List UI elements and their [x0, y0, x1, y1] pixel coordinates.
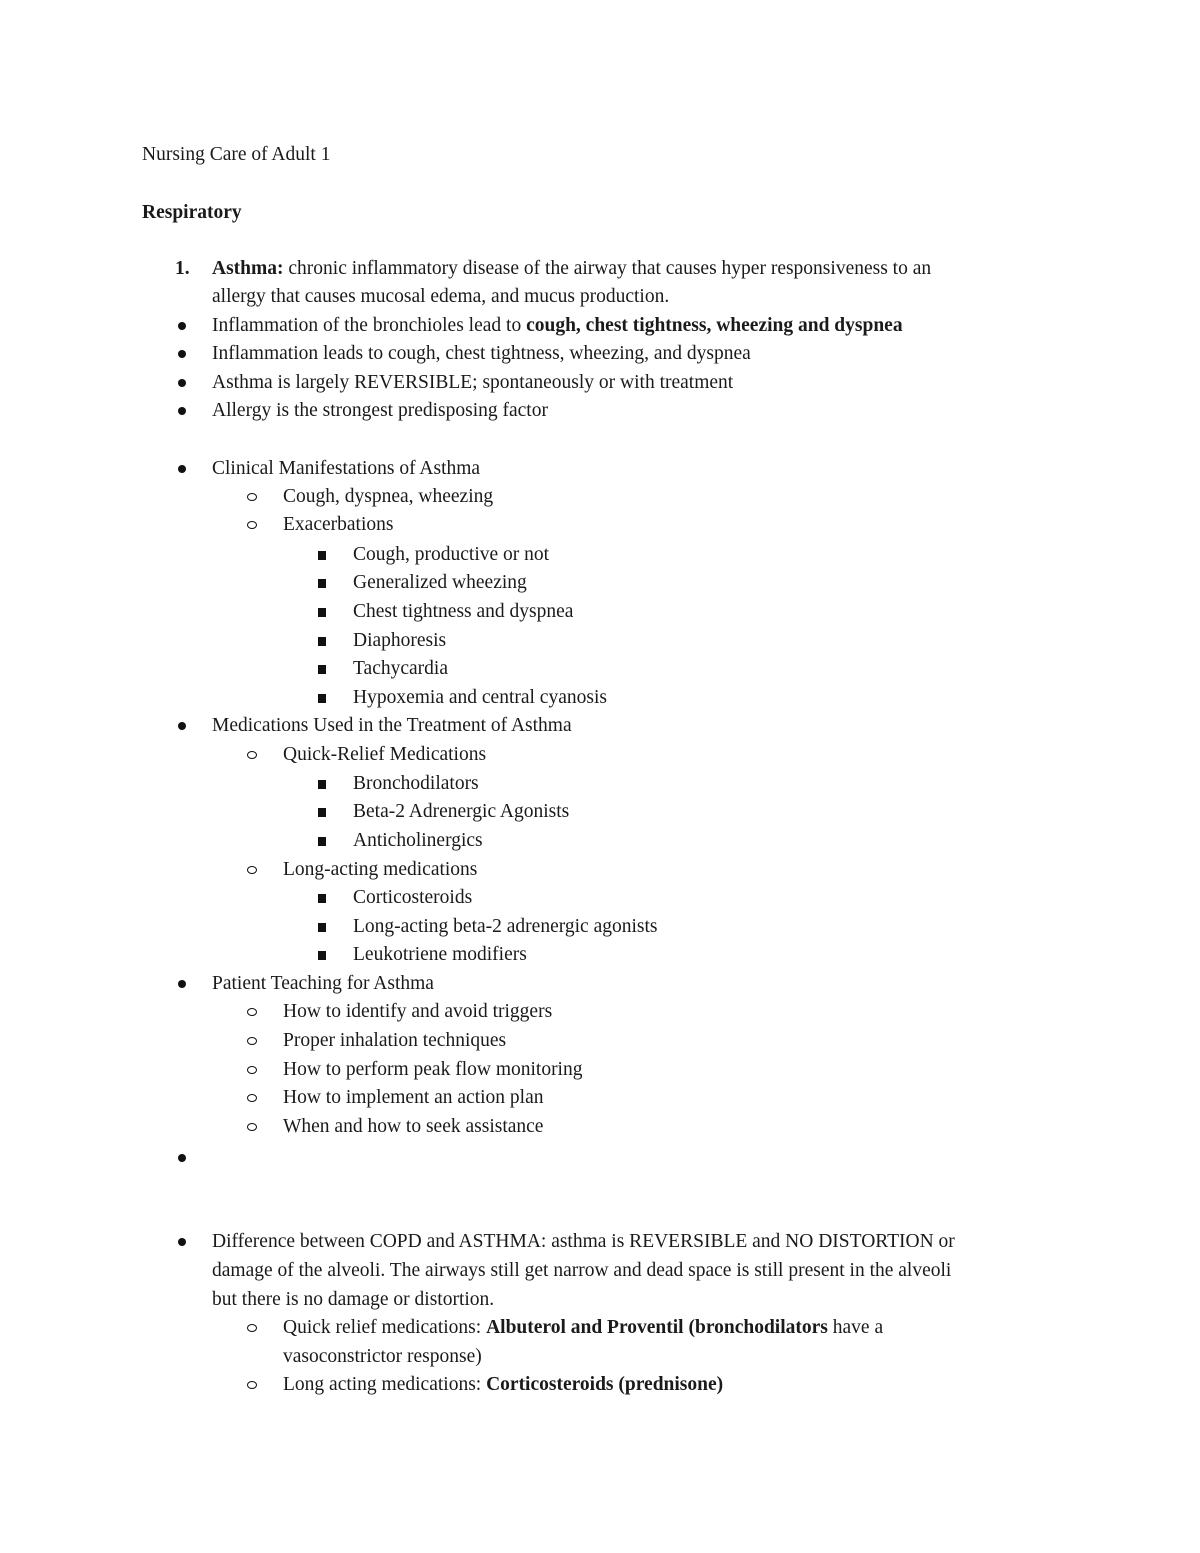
- bullet-disc-empty: [178, 1154, 186, 1162]
- list-item: Asthma is largely REVERSIBLE; spontaneously or with treatment: [212, 372, 734, 393]
- sub-sub-list-item: Leukotriene modifiers: [353, 944, 527, 965]
- bullet-square: [318, 951, 326, 960]
- bullet-square: [318, 608, 326, 617]
- sub-sub-list-item: Tachycardia: [353, 658, 448, 679]
- list-item: Medications Used in the Treatment of Asthma: [212, 715, 572, 736]
- list-item-continuation: but there is no damage or distortion.: [212, 1289, 495, 1310]
- bullet-disc: [178, 722, 186, 730]
- list-item-continuation: damage of the alveoli. The airways still get narrow and dead space is still present in the alveoli: [212, 1260, 952, 1281]
- bullet-square: [318, 808, 326, 817]
- sub-list-item: Proper inhalation techniques: [283, 1030, 507, 1051]
- term-asthma: Asthma:: [212, 258, 284, 279]
- definition-continuation: allergy that causes mucosal edema, and mucus production.: [212, 286, 670, 307]
- bullet-circle: [247, 1324, 257, 1332]
- sub-list-item-bold: Albuterol and Proventil (bronchodilators: [486, 1317, 828, 1338]
- sub-list-item: Long-acting medications: [283, 859, 478, 880]
- bullet-circle: [247, 1123, 257, 1131]
- sub-list-item: Exacerbations: [283, 514, 394, 535]
- sub-list-item: [283, 1373, 723, 1397]
- sub-list-item-continuation: vasoconstrictor response): [283, 1346, 482, 1367]
- bullet-disc: [178, 1238, 186, 1246]
- bullet-circle: [247, 521, 257, 529]
- bullet-circle: [247, 1037, 257, 1045]
- sub-list-item: [283, 1316, 883, 1340]
- bullet-square: [318, 551, 326, 560]
- bullet-square: [318, 637, 326, 646]
- list-item: Difference between COPD and ASTHMA: asthma is REVERSIBLE and NO DISTORTION or: [212, 1231, 955, 1252]
- list-item-text: Inflammation of the bronchioles lead to: [212, 315, 527, 336]
- bullet-square: [318, 894, 326, 903]
- sub-list-item-text: Long acting medications:: [283, 1374, 487, 1395]
- definition-text: chronic inflammatory disease of the airway that causes hyper responsiveness to an: [288, 258, 932, 279]
- bullet-circle: [247, 1008, 257, 1016]
- list-number: 1.: [175, 258, 190, 279]
- sub-sub-list-item: Generalized wheezing: [353, 572, 527, 593]
- sub-list-item-bold: Corticosteroids (prednisone): [486, 1374, 724, 1395]
- sub-list-item: Cough, dyspnea, wheezing: [283, 486, 494, 507]
- list-item-bold: cough, chest tightness, wheezing and dyspnea: [526, 315, 903, 336]
- sub-sub-list-item: Corticosteroids: [353, 887, 473, 908]
- bullet-circle: [247, 751, 257, 759]
- list-item: Inflammation leads to cough, chest tightness, wheezing, and dyspnea: [212, 343, 751, 364]
- bullet-circle: [247, 1094, 257, 1102]
- bullet-square: [318, 579, 326, 588]
- sub-list-item: How to identify and avoid triggers: [283, 1001, 553, 1022]
- bullet-square: [318, 923, 326, 932]
- bullet-disc: [178, 322, 186, 330]
- document-title: Nursing Care of Adult 1: [142, 144, 331, 165]
- list-item: Patient Teaching for Asthma: [212, 973, 434, 994]
- bullet-square: [318, 665, 326, 674]
- bullet-disc: [178, 407, 186, 415]
- bullet-square: [318, 837, 326, 846]
- sub-list-item: How to implement an action plan: [283, 1087, 544, 1108]
- sub-sub-list-item: Diaphoresis: [353, 630, 447, 651]
- bullet-square: [318, 694, 326, 703]
- asthma-definition: [212, 257, 931, 281]
- list-item: Allergy is the strongest predisposing factor: [212, 400, 548, 421]
- sub-sub-list-item: Anticholinergics: [353, 830, 483, 851]
- bullet-disc: [178, 465, 186, 473]
- bullet-square: [318, 780, 326, 789]
- list-item: [212, 314, 903, 338]
- sub-sub-list-item: Hypoxemia and central cyanosis: [353, 687, 607, 708]
- sub-sub-list-item: Bronchodilators: [353, 773, 479, 794]
- sub-list-item: How to perform peak flow monitoring: [283, 1059, 583, 1080]
- bullet-disc: [178, 980, 186, 988]
- sub-list-item-text: Quick relief medications:: [283, 1317, 487, 1338]
- bullet-disc: [178, 350, 186, 358]
- sub-list-item: Quick-Relief Medications: [283, 744, 487, 765]
- sub-sub-list-item: Cough, productive or not: [353, 544, 550, 565]
- bullet-circle: [247, 1066, 257, 1074]
- bullet-disc: [178, 379, 186, 387]
- sub-sub-list-item: Beta-2 Adrenergic Agonists: [353, 801, 570, 822]
- list-item: Clinical Manifestations of Asthma: [212, 458, 481, 479]
- sub-list-item-text: have a: [827, 1317, 884, 1338]
- bullet-circle: [247, 866, 257, 874]
- sub-sub-list-item: Long-acting beta-2 adrenergic agonists: [353, 916, 658, 937]
- bullet-circle: [247, 1381, 257, 1389]
- sub-list-item: When and how to seek assistance: [283, 1116, 544, 1137]
- sub-sub-list-item: Chest tightness and dyspnea: [353, 601, 574, 622]
- section-heading: Respiratory: [142, 202, 242, 223]
- bullet-circle: [247, 493, 257, 501]
